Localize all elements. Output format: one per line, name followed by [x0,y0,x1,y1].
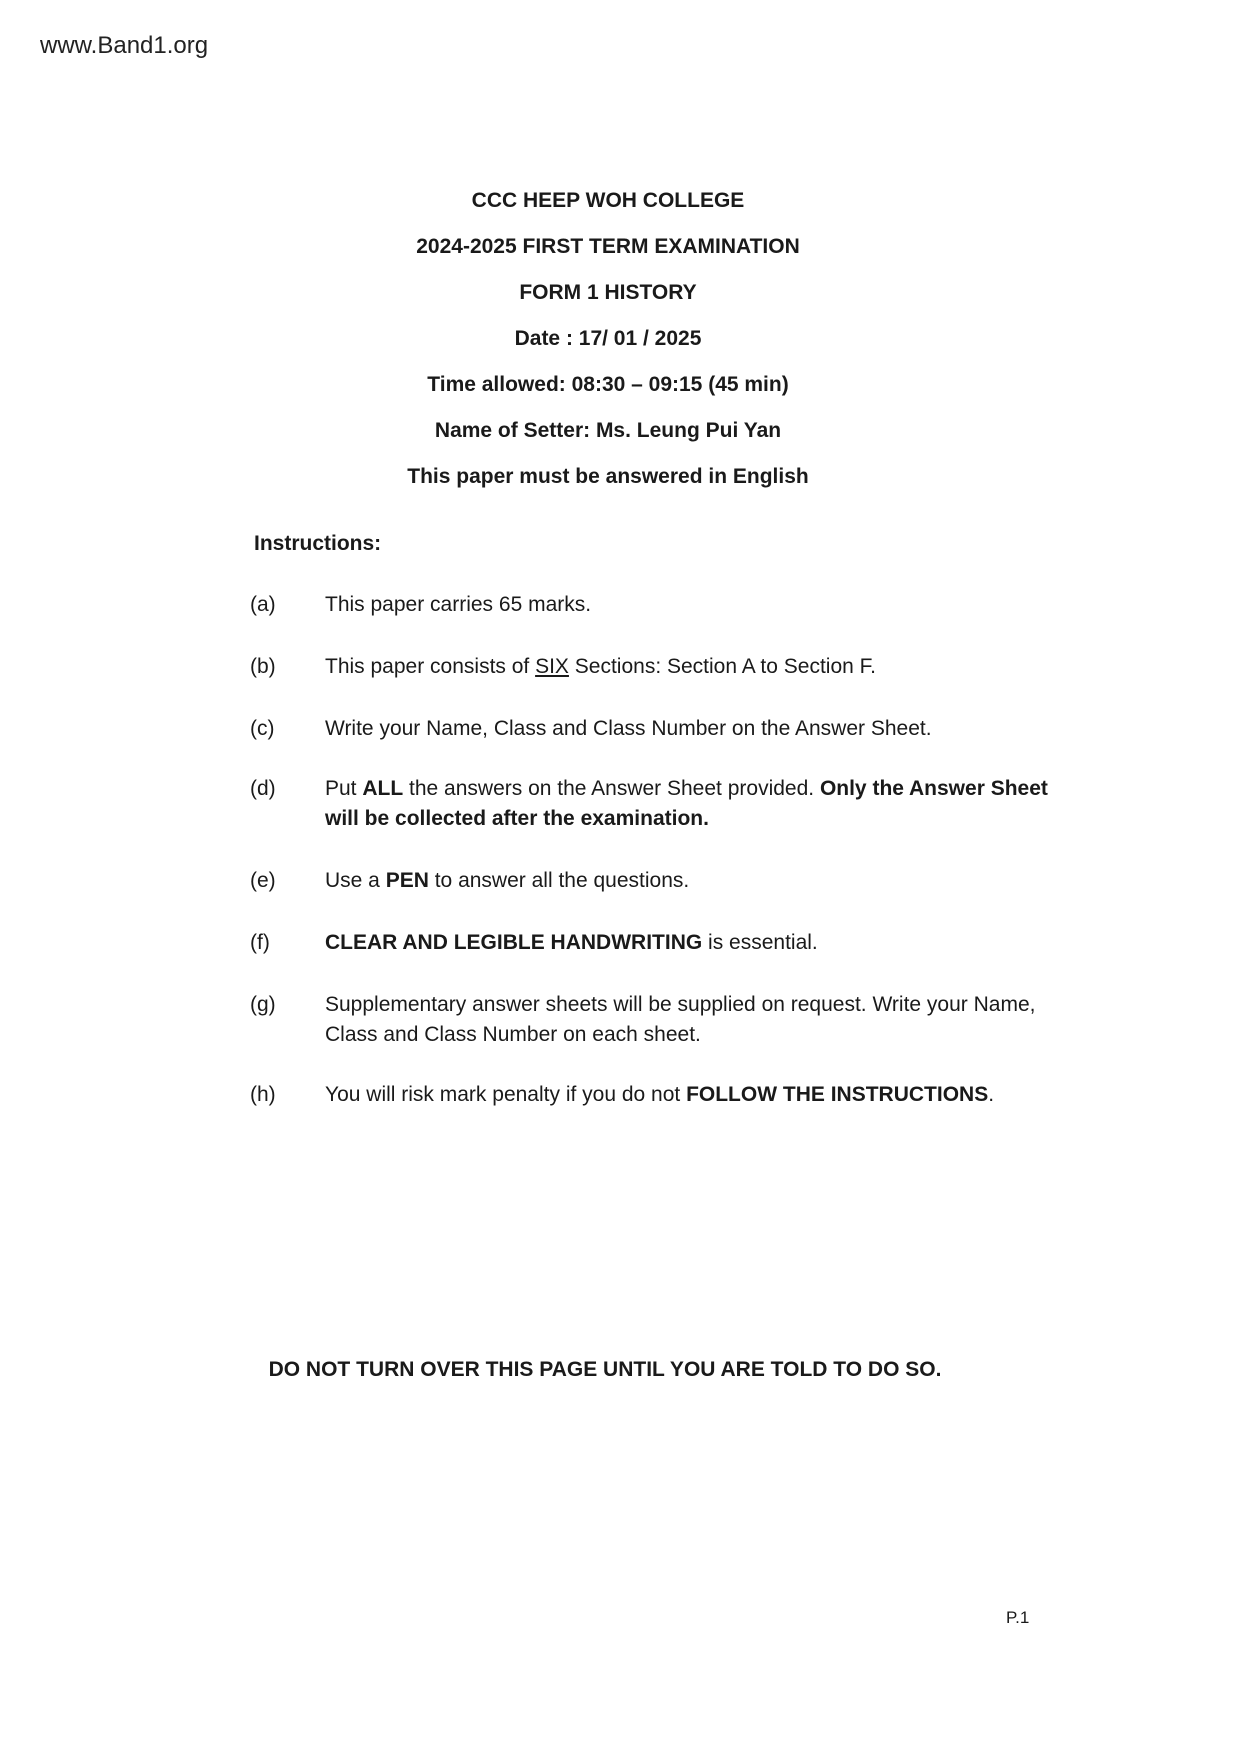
exam-header [0,178,1216,500]
instruction-letter: (h) [250,1083,276,1106]
subject-title: FORM 1 HISTORY [519,281,697,304]
instruction-letter: (g) [250,993,276,1016]
instruction-text-part: You will risk mark penalty if you do not [325,1083,687,1106]
instruction-text: This paper carries 65 marks. [325,593,592,616]
bold-emphasis: ALL [362,777,404,800]
language-note: This paper must be answered in English [407,465,809,488]
underlined-emphasis: SIX [535,655,569,678]
instruction-text: Write your Name, Class and Class Number on the Answer Sheet. [325,717,932,740]
bold-emphasis: PEN [385,869,429,892]
setter-name: Name of Setter: Ms. Leung Pui Yan [434,419,782,442]
do-not-turn-notice: DO NOT TURN OVER THIS PAGE UNTIL YOU ARE TOLD TO DO SO. [268,1358,942,1381]
bold-emphasis: CLEAR AND LEGIBLE HANDWRITING [325,931,703,954]
bold-emphasis: Only the Answer Sheet will be collected after the examination. [325,777,1048,830]
page-number: P.1 [1006,1608,1030,1627]
instruction-text [325,866,1240,896]
watermark-url: www.Band1.org [40,32,209,59]
instruction-letter: (f) [250,931,270,954]
instruction-text-part: to answer all the questions. [428,869,690,892]
instruction-text [325,774,1055,834]
instruction-text-part: the answers on the Answer Sheet provided. [403,777,820,800]
instructions-heading: Instructions: [254,532,382,555]
time-allowed: Time allowed: 08:30 – 09:15 (45 min) [427,373,789,396]
instruction-text-part: is essential. [702,931,818,954]
instruction-letter: (c) [250,717,275,740]
instruction-text [325,652,1240,682]
instruction-text: Supplementary answer sheets will be supplied on request. Write your Name, Class and Class Number on each sheet. [325,993,1036,1046]
instruction-letter: (b) [250,655,276,678]
bold-emphasis: FOLLOW THE INSTRUCTIONS [686,1083,989,1106]
exam-title: 2024-2025 FIRST TERM EXAMINATION [416,235,800,258]
instruction-text-part: Use a [325,869,386,892]
instruction-text [325,1080,1125,1110]
instruction-text-part: Put [325,777,363,800]
school-name: CCC HEEP WOH COLLEGE [471,189,745,212]
instruction-text-part: Sections: Section A to Section F. [568,655,876,678]
instruction-text-part: This paper consists of [325,655,536,678]
instruction-letter: (d) [250,777,276,800]
instruction-letter: (e) [250,869,276,892]
instruction-letter: (a) [250,593,276,616]
instruction-text-part: . [988,1083,995,1106]
exam-date: Date : 17/ 01 / 2025 [514,327,702,350]
instruction-text [325,928,1240,958]
